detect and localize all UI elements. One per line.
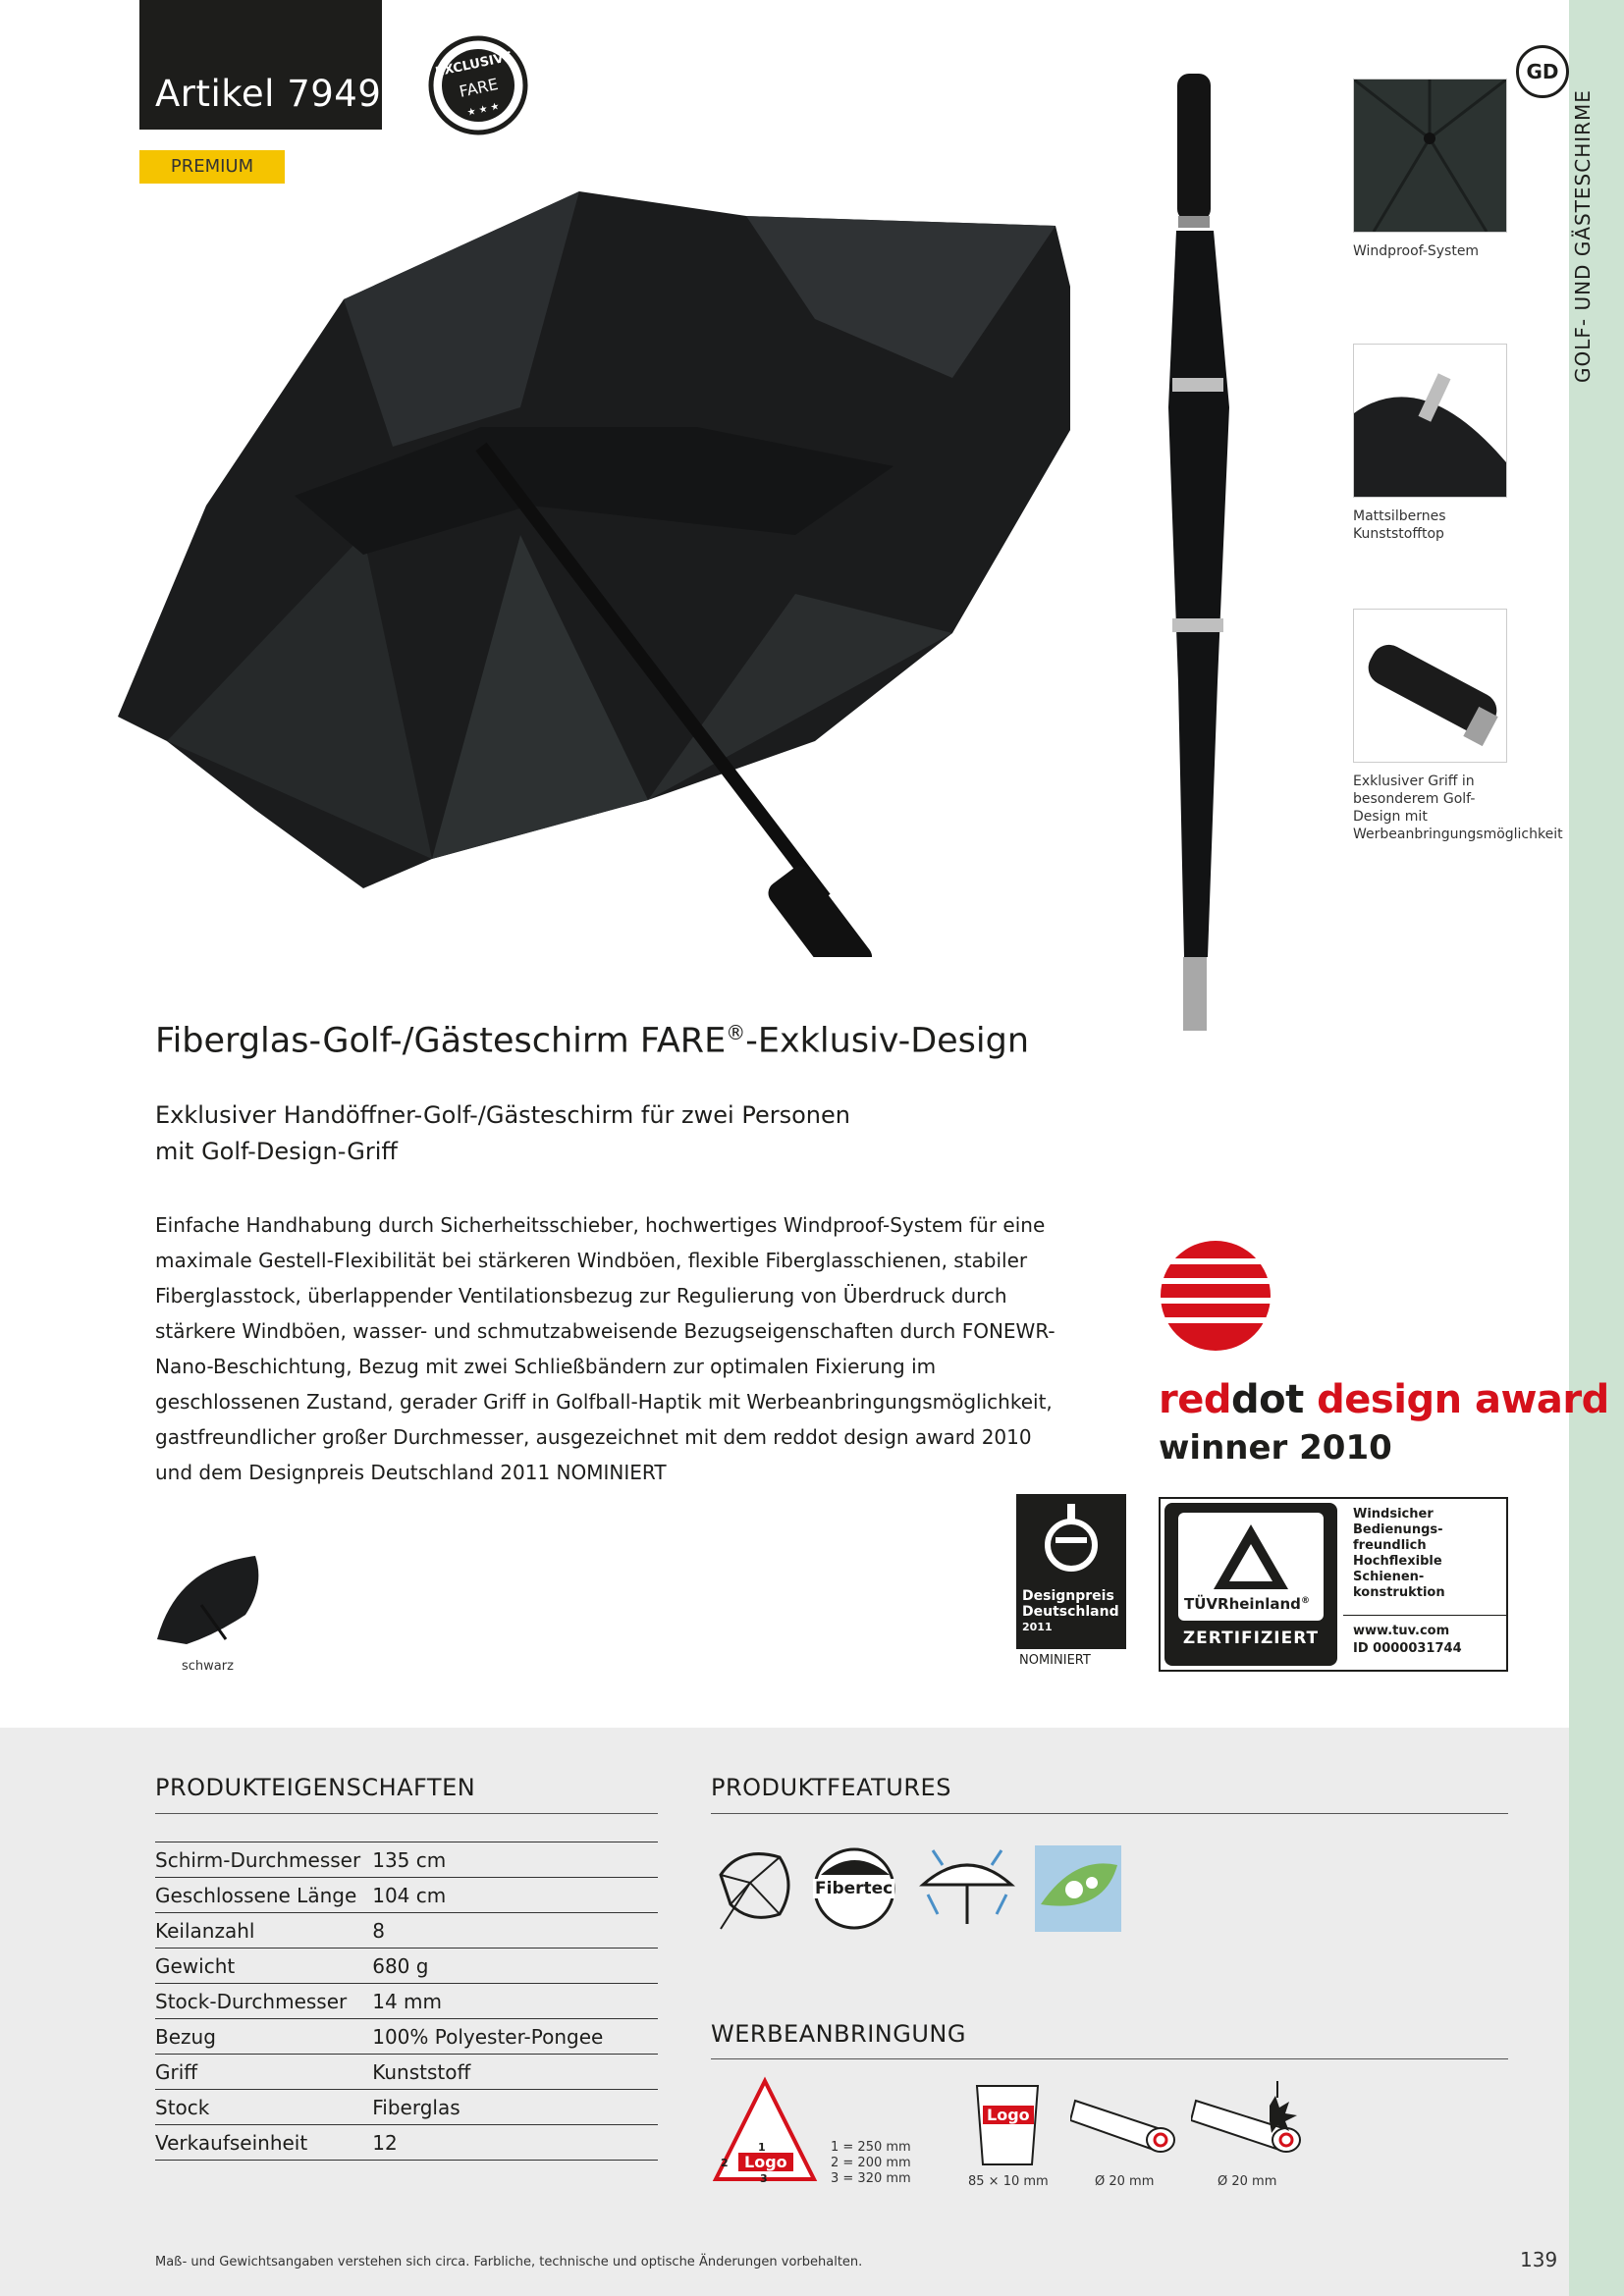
table-row: Geschlossene Länge 104 cm: [155, 1878, 658, 1913]
table-row: Gewicht 680 g: [155, 1949, 658, 1984]
shaft-diameter-1: Ø 20 mm: [1095, 2174, 1155, 2189]
branding-rule: [711, 2058, 1508, 2059]
gd-logo: GD: [1516, 45, 1569, 98]
shaft-branding-diagram-2: [1191, 2076, 1309, 2164]
shaft-diameter-2: Ø 20 mm: [1218, 2174, 1277, 2189]
table-row: Verkaufseinheit 12: [155, 2125, 658, 2161]
tuv-triangle-icon: [1212, 1522, 1290, 1591]
closed-umbrella-image: [1159, 74, 1247, 1036]
designpreis-text: Designpreis Deutschland 2011: [1022, 1588, 1119, 1633]
properties-rule: [155, 1813, 658, 1814]
tuv-logo-block: TÜVRheinland® ZERTIFIZIERT: [1164, 1503, 1337, 1666]
open-umbrella-image: [108, 182, 1070, 957]
table-row: Griff Kunststoff: [155, 2055, 658, 2090]
top-caption: Mattsilbernes Kunststofftop: [1353, 508, 1446, 542]
handle-caption: Exklusiver Griff in besonderem Golf-Design mit Werbeanbringungsmöglichkeit: [1353, 774, 1563, 842]
product-title: Fiberglas-Golf-/Gästeschirm FARE®-Exklusiv-Design: [155, 1021, 1030, 1061]
stamp-top-text: EXCLUSIVE: [434, 49, 514, 80]
windproof-umbrella-icon: [913, 1845, 1021, 1932]
branding-segment-diagram: [711, 2076, 819, 2184]
table-row: Keilanzahl 8: [155, 1913, 658, 1949]
handle-size: 85 × 10 mm: [968, 2174, 1049, 2189]
product-subtitle: Exklusiver Handöffner-Golf-/Gästeschirm für zwei Personen mit Golf-Design-Griff: [155, 1101, 850, 1165]
segment-logo-label: Logo: [738, 2153, 793, 2171]
fibertec-label: Fibertec: [815, 1879, 893, 1898]
table-row: Bezug 100% Polyester-Pongee: [155, 2019, 658, 2055]
segment-number-2: 2: [721, 2157, 729, 2169]
branding-title: WERBEANBRINGUNG: [711, 2020, 966, 2048]
article-number-box: [139, 0, 382, 130]
table-row: Stock-Durchmesser 14 mm: [155, 1984, 658, 2019]
nano-coating-icon: [1035, 1845, 1121, 1932]
tuv-cert-text: ZERTIFIZIERT: [1182, 1629, 1320, 1648]
sidebar-category-text: GOLF- UND GÄSTESCHIRME: [1571, 89, 1595, 383]
properties-table: [155, 1842, 658, 2161]
properties-title: PRODUKTEIGENSCHAFTEN: [155, 1774, 476, 1801]
product-description: Einfache Handhabung durch Sicherheitsschieber, hochwertiges Windproof-System für eine maximale Gestell-Flexibilität bei stärkeren Windböen, flexible Fiberglasschienen, stabiler Fiberglasstock, überlappender Ventilationsbezug zur Regulierung von Überdruck durch stärkere Windböen, wasser- und schmutzabweisende Bezugseigenschaften durch FONEWR-Nano-Beschichtung, Bezug mit zwei Schließbändern zur optimalen Fixierung im geschlossenen Zustand, gerader Griff in Golfball-Haptik mit Werbeanbringungsmöglichkeit, gastfreundlicher großer Durchmesser, ausgezeichnet mit dem reddot design award 2010 und dem Designpreis Deutschland 2011 NOMINIERT: [155, 1213, 1056, 1484]
windproof-caption: Windproof-System: [1353, 243, 1480, 259]
fibertec-icon: [811, 1845, 897, 1932]
stamp-stars: ★ ★ ★: [465, 101, 501, 119]
tuv-web: www.tuv.com ID 0000031744: [1353, 1624, 1462, 1656]
umbrella-flex-icon: [711, 1845, 797, 1932]
table-row: Stock Fiberglas: [155, 2090, 658, 2125]
reddot-winner-text: winner 2010: [1159, 1428, 1392, 1468]
reddot-logo: [1159, 1239, 1272, 1353]
handle-logo-label: Logo: [983, 2106, 1034, 2124]
article-number: Artikel 7949: [155, 73, 382, 115]
premium-badge: PREMIUM: [139, 150, 285, 184]
shaft-branding-diagram-1: [1070, 2091, 1183, 2160]
handle-branding-diagram: [967, 2076, 1048, 2169]
features-rule: [711, 1813, 1508, 1814]
handle-detail-photo: [1353, 609, 1507, 763]
top-detail-photo: [1353, 344, 1507, 498]
features-title: PRODUKTFEATURES: [711, 1774, 951, 1801]
tuv-certificate: [1159, 1497, 1508, 1672]
sidebar-category-label: [1571, 89, 1595, 384]
windproof-detail-photo: [1353, 79, 1507, 233]
tuv-brand: TÜVRheinland: [1184, 1595, 1301, 1613]
table-row: Schirm-Durchmesser 135 cm: [155, 1842, 658, 1878]
segment-number-3: 3: [760, 2172, 768, 2185]
designpreis-badge: [1016, 1494, 1126, 1649]
stamp-middle-text: FARE: [458, 75, 501, 101]
color-swatch-label: schwarz: [182, 1659, 234, 1674]
designpreis-status: NOMINIERT: [1019, 1653, 1091, 1668]
tuv-features: Windsicher Bedienungs- freundlich Hochflexible Schienen- konstruktion: [1353, 1507, 1445, 1600]
color-swatch-black: [147, 1546, 275, 1654]
segment-number-1: 1: [758, 2141, 766, 2154]
designpreis-icon: [1042, 1504, 1101, 1575]
page-number: 139: [1520, 2248, 1558, 2271]
footer-disclaimer: Maß- und Gewichtsangaben verstehen sich circa. Farbliche, technische und optische Änderungen vorbehalten.: [155, 2255, 863, 2269]
reddot-award-text: reddot design award: [1159, 1377, 1609, 1422]
branding-sizes: 1 = 250 mm 2 = 200 mm 3 = 320 mm: [831, 2140, 911, 2186]
exclusive-fare-stamp: [417, 34, 540, 137]
